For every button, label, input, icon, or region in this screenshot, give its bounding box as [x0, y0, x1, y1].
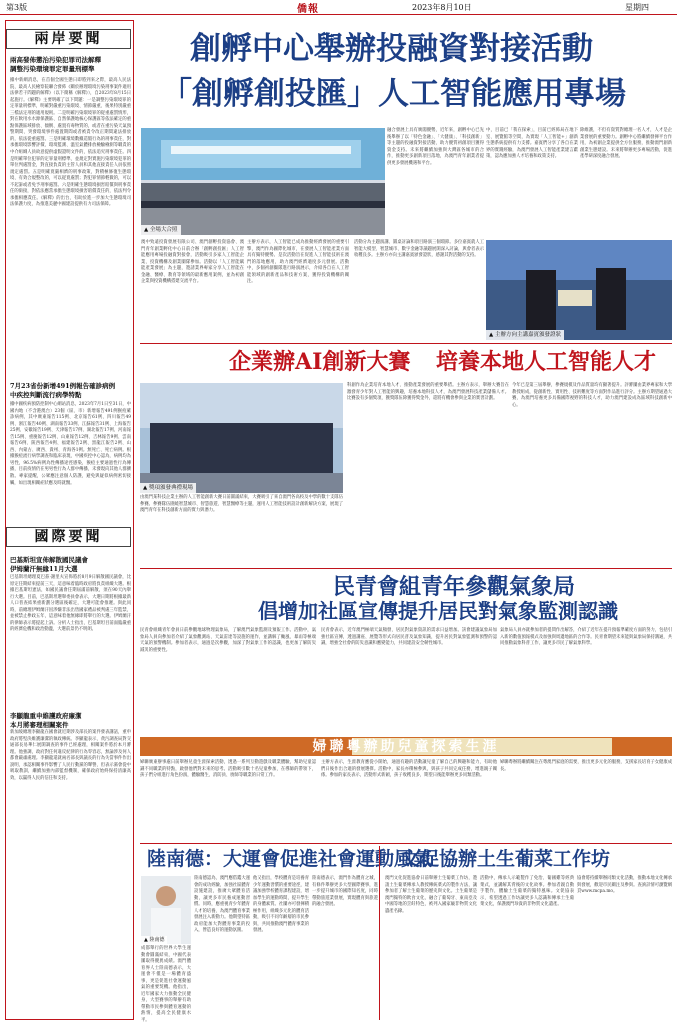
portrait-image — [141, 876, 191, 944]
article5-col1: 成都舉行的世界大學生運動會圓滿結束，中國代表團取得優異成績。澳門體育界人士陸南德表示，大運會不僅是一場體育盛事，更是促進社會運動風氣的重要契機。他指出，近年國家大力推動全民健身，大型賽事的舉辦有助帶動市民參與體育運動的熱情，提高全民健康水平。 — [141, 946, 191, 1024]
article3-col3: 氣象局人員亦就參加者的提問作出解答，介紹了近年在提升預報準確度方面的努力，包括引入新的數值預報模式及加強與周邊地區的合作等。民青會期望未來能與氣象局保持溝通，共同推動氣象科普工作，讓更多市民了解氣象科學。 — [500, 628, 672, 647]
article4-col1: 婦聯廣東辦事處日前舉辦兒童生涯探索活動，透過一系列互動遊戲及職業體驗，幫助兒童認識不同職業的特點，啟發他們對未來的思考。活動吸引數十名兒童參加，在導師的帶領下，孩子們分組進行角色扮演，體驗醫生、消防員、廚師等職業的日常工作。 — [140, 760, 316, 779]
story4-title: 李顯龍重申維護政府廉潔 本月將審理相關案件 — [10, 712, 82, 729]
article2-col2: 科創作為企業培育本地人才、推動產業發展的重要舉措。主辦方表示，舉辦大賽旨在激發青少年對人工智能的興趣，培養本地科技人才，為澳門發展科技產業儲備人才。比賽設有多個獎項，獲獎隊伍除獲得獎金外，還將有機會參與企業的實習計劃。 — [347, 383, 509, 402]
portrait-caption: ▲ 陸南德 — [141, 936, 167, 944]
page-number: 第3版 — [6, 3, 28, 12]
article5-headline: 陸南德：大運會促進社會運動風氣 — [147, 848, 433, 870]
article2-headline1: 企業辦AI創新大賽 — [229, 349, 411, 375]
story1-title: 兩高發佈懲治污染犯罪司法解釋 調整污染環境罪定罪量刑標準 — [10, 56, 101, 73]
story3-title: 巴基斯坦宣佈解散國民議會 伊姆蘭汗無緣11月大選 — [10, 556, 88, 573]
article3-headline2: 倡增加社區宣傳提升居民對氣象監測認識 — [258, 599, 618, 623]
article4-col3: 婦聯粵辦將繼續關注在粵澳門家庭的需要，推出更多元化的服務，支援家長培育子女健康成長。 — [500, 760, 672, 772]
article3-col1: 民青會組織青年會員日前參觀地球物理氣象局，了解澳門氣象監測及預報工作。活動中，氣象局人員向參加者介紹了氣象觀測站、天氣雷達等設施的運作，並講解了颱風、暴雨等極端天氣的預警機制。參加者表示，通過是次參觀，加深了對氣象工作的認識，也更加了解防災減災的重要性。 — [140, 628, 316, 653]
article4-headline: 婦聯粵辦助兒童探索生涯 — [312, 739, 500, 755]
article5-col2: 陸南德認為，澳門應借鑑大運會的成功經驗，加強社區體育設施建設，推廣大眾體育活動，讓更多市民養成運動習慣。同時，應重視青少年體育人才的培養，為澳門體育事業發展注入新動力。他期望特區政府能加大對體育事業的投入，營造良好的運動氛圍。 — [194, 876, 250, 934]
article6-headline: 文促協辦土生葡菜工作坊 — [401, 848, 611, 870]
award-photo-image — [486, 240, 672, 340]
sidebar-title-international: 國際要聞 — [6, 527, 131, 547]
article5-col3: 他又指出，學校體育是培養青少年運動習慣的重要途徑，建議加強學校體育課程建設，增加學生的運動時間，提升學生的身體素質。社團亦可發揮積極作用，組織多元化的體育活動，吸引不同年齡層的市民參與，共同推動澳門體育事業的發展。 — [253, 876, 309, 934]
story3-body: 巴基斯坦總理夏巴茲·謝里夫宣佈將於8月9日解散國民議會，比原定任期結束提前三天，這意味着臨時政府將負責組織大選。根據巴基斯坦憲法，如國民議會任期屆滿前解散，須在90天內舉行大選。目前，巴基斯坦選舉委員會表示，大選日期將根據最新人口普查結果重新劃分選區後確定，大選可能會推遲。與此同時，前總理伊姆蘭汗因涉嫌非法出售國家禮品被判處三年監禁，並被禁止參政五年，這意味着他無緣即將舉行的大選。伊姆蘭汗的律師表示將提起上訴。分析人士指出，巴基斯坦目前面臨嚴重的經濟危機和政治動盪，大選前景仍不明朗。 — [10, 575, 131, 633]
sidebar-title-cross-strait: 兩岸要聞 — [6, 29, 131, 49]
ai-contest-photo-caption: ▲ 獎項頒發典禮現場 — [140, 483, 196, 493]
article4-col2: 主辦方表示，生涯教育應從小開始，通過有趣的活動讓兒童了解自己的興趣和能力，有助他們日後作出合適的發展選擇。活動中，家長亦積極參與，與孩子共同完成任務，增進親子關係。參加的家長表示，活動形式新穎，孩子收穫良多，期望日後能舉辦更多同類活動。 — [321, 760, 497, 779]
page-header — [0, 0, 677, 14]
article6-col1: 澳門文化促進協會日前舉辦土生葡菜工作坊，邀請土生葡菜傳承人教授傳統菜式的製作方法，讓參加者了解土生葡菜的歷史與文化。土生葡菜是澳門獨特的飲食文化，融合了葡萄牙、東南亞及中國等地的烹飪特色，被列入國家級非物質文化遺產名錄。 — [385, 876, 477, 914]
issue-date: 2023年8月10日 — [412, 3, 472, 12]
story2-title: 7月23省份新增491例報告確診病例 中疾控判斷流行病學特點 — [10, 382, 116, 399]
story4-body: 新加坡總理李顯龍在國會就近期涉及部長的案件發表講話，重申政府將堅決維護廉潔的執政傳統。李顯龍表示，貪污調查局對交通部長易華仁展開調查的事件已經處理，相關案件將於本月審理。他強調，政府對任何違反紀律的行為零容忍，無論涉及何人都會嚴肅處理。李顯龍還就兩名部長與議長的行為失當事件作出說明，承認相關事件影響了人民行動黨的聲譽，但表示黨會從中吸取教訓，繼續加強內部監督機制，確保政府始終保持清廉高效，以贏得人民的信任和支持。 — [10, 730, 131, 781]
article3-headline1: 民青會組青年參觀氣象局 — [333, 574, 576, 600]
article3-col2: 民青會表示，近年澳門極端天氣頻發，居民對氣象資訊的需求日益增加。該會建議氣象局加強社區宣傳，透過講座、展覽等形式向居民普及氣象知識，提升居民對氣象監測和預警的認識，增強全社會的防災意識和應變能力，共同建設安全韌性城市。 — [321, 628, 497, 647]
article2-col3: 今年已是第三屆舉辦，參賽規模及作品質量均有顯著提升。評審團由業界專家和大學教授組成，從創新性、實用性、技術難度等方面對作品進行評分。主辦方期望通過大賽，為澳門培養更多具備國際視野的科技人才，助力澳門建設成為區域科技創新中心。 — [512, 383, 672, 408]
award-photo — [486, 240, 672, 340]
ai-contest-photo-image — [140, 383, 343, 493]
article6-col3: 協會將持續舉辦同類文化活動，推動本地文化傳承與發展，歡迎市民關注及參與。查詢詳情可瀏覽網頁www.mcpa.mo。 — [577, 876, 672, 895]
article6-col2: 活動中，傳承人示範製作了免治、葡國雞等經典菜式，並講解其背後的文化故事。參加者親自動手製作，體驗土生葡菜的獨特風味。文促協表示，希望透過工作坊讓更多人認識和傳承土生葡菜文化，保護澳門珍貴的非物質文化遺產。 — [480, 876, 574, 908]
article1-col4: 中，目前已「我在探索」，目前已經佈局在地下室、展覽館等空間，為實現「人工智能+」創新生態系統提供有力支撐。嘉賓們分享了各自在業界的實踐經驗，為澳門發展人工智能產業建言獻策，認為應加強人才培養和政策支持。 — [486, 128, 578, 160]
article1-col2b: 活動分為主題演講、圓桌討論和項目路演三個環節。多位嘉賓就人工智能大模型、智慧城市、數字金融等議題展開深入討論，與會者表示收穫良多。主辦方亦向主講嘉賓頒發證狀，感謝其對活動的支持。 — [354, 240, 484, 259]
story1-body: 據中新網消息，在首個全國生態日即將到來之際，最高人民法院、最高人民檢察院聯合發佈《關於辦理環境污染刑事案件適用法律若干問題的解釋》（以下簡稱《解釋》），自2023年8月15日起施行。《解釋》主要明確了以下問題：一是調整污染環境罪的定罪量刑標準，明確對嚴重污染環境、情節嚴重、後果特別嚴重三檔法定刑的適用規則。二是明確污染環境罪的從重處罰情形，對在飲用水水源保護區、自然保護地核心保護區等依法確定的重點保護區域排放、傾倒、處置有毒物質的，或者在重污染天氣預警期間、突發環境事件處置期間或者被責令改正期間違法排放的，依法從重處罰。三是明確環境數據造假行為的刑事責任，對承擔環境影響評價、環境監測、溫室氣體排放檢驗檢測等職責的中介組織人員故意提供虛假證明文件的，依法追究刑事責任。四是明確單位犯罪的定罪量刑標準，並規定對實施污染環境犯罪的單位判處罰金，對直接負責的主管人員和其他直接責任人員依照規定處罰。五是明確寬嚴相濟的刑事政策，對積極修復生態環境、有效合規整改的，可以從寬處罰；對犯罪情節輕微的，可以不起訴或者免予刑事處罰。六是明確生態環境損害賠償與刑事責任的銜接，對依法應當承擔生態環境損害賠償責任的，依法判令承擔相應責任。《解釋》的出台，有助於進一步加大生態環境司法保護力度，為推進美麗中國建設提供有力司法保障。 — [10, 78, 131, 208]
award-photo-caption: ▲ 主辦方向主講嘉賓頒發證狀 — [486, 330, 564, 340]
masthead: 僑報 — [297, 4, 319, 15]
story2-body: 據中國疾病預防控制中心網站消息，2023年7月1日至31日，中國內地（不含港澳台）23個（區、市）新增報告491例猴痘確診病例，其中廣東報告115例、北京報告61例、四川報告49例、浙江報告40例、湖南報告33例、江蘇報告31例、上海報告25例、安徽報告19例、天津報告17例、湖北報告17例、河南報告15例、重慶報告12例、山東報告12例、吉林報告9例、雲南報告6例、陝西報告4例、福建報告2例、黑龍江報告2例、山西、內蒙古、廣西、貴州、青海各1例。無死亡、死亡病例。根據猴痘流行病學調查和臨床表現，中國疾控中心認為，病例均為男性，96.5%病例為性傳播途徑感染，猴痘主要通過性行為傳播，目前疫情仍在男男性行為人群中傳播，未發現向其他人群擴散。專家提醒，公眾應注意個人防護，避免與疑似病例密切接觸，如出現相關症狀應及時就醫。 — [10, 402, 131, 486]
divider-2 — [140, 568, 672, 569]
article1-col2: 主辦方表示，人工智能已成為推動經濟發展的重要引擎，澳門作為國際化城市，在發展人工智能產業方面具有獨特優勢。是次活動旨在促進人工智能技術在澳門的落地應用，助力澳門經濟適度多元發展。活動中，多個初創團隊進行路演展示，介紹各自在人工智能領域的創新產品和技術方案，獲得投資機構的關注。 — [247, 240, 349, 285]
portrait-photo — [141, 876, 191, 944]
header-rule — [0, 14, 677, 15]
divider-3 — [140, 843, 672, 844]
article1-col1: 澳中致遠投資發展有限公司、澳門創孵投資協會、澳門青年創業孵化中心日前合辦「創孵創投匯」人工智能應用專場投融資對接會，活動吸引多家人工智能企業、投資機構及創業團隊參加。活動以「人工智能賦能產業發展」為主題，邀請業界專家分享人工智能在金融、醫療、教育等領域的最新應用案例，並為初創企業與投資機構搭建交流平台。 — [141, 240, 244, 285]
group-photo-caption: ▲ 全場大合照 — [141, 225, 181, 235]
ai-contest-photo — [140, 383, 343, 493]
article1-headline1: 創孵中心舉辦投融資對接活動 — [190, 31, 593, 67]
article2-headline2: 培養本地人工智能人才 — [436, 349, 657, 375]
weekday: 星期四 — [625, 3, 649, 12]
group-photo-image — [141, 128, 385, 235]
article5-col4: 陸南德表示，澳門作為體育之城，有條件舉辦更多大型國際賽事，進一步提升城市的國際知名度，同時帶動旅遊業發展，實現體育與旅遊的融合發展。 — [312, 876, 378, 908]
article4-banner — [140, 737, 672, 756]
article1-col3: 融合發展上具有廣闊優勢，近年來，創孵中心已先後舉辦了以「特色金融」、「大健康」、「科技創新」等主題的投融資對接活動，助力優質初創項目獲得資金支持。未來將繼續加強與大灣區各城市的合作，推動更多創新項目落地，為澳門青年創業者提供更多發展機遇和平台。 — [387, 128, 484, 166]
article2-col1: 由澳門某科技企業主辦的人工智能創新大賽日前圓滿結束，大賽吸引了來自澳門各高校及中學的數十支隊伍參賽。參賽隊伍圍繞智慧城市、智慧旅遊、智慧醫療等主題，運用人工智能技術設計創新解決方案，展現了澳門青年在科技創新方面的實力與潛力。 — [140, 495, 343, 514]
vertical-divider — [379, 846, 380, 1020]
divider-1 — [140, 343, 672, 344]
article1-col5: 除維護，不但有資質對總理一名人才，人才是企業發展的重要動力。創孵中心將繼續發揮平台作用，為初創企業提供全方位服務，推動澳門創新創業生態建設。未來將舉辦更多專場活動，促進產學研深度融合發展。 — [580, 128, 672, 160]
article1-headline2: 「創孵創投匯」人工智能應用專場 — [161, 76, 626, 112]
group-photo — [141, 128, 385, 235]
